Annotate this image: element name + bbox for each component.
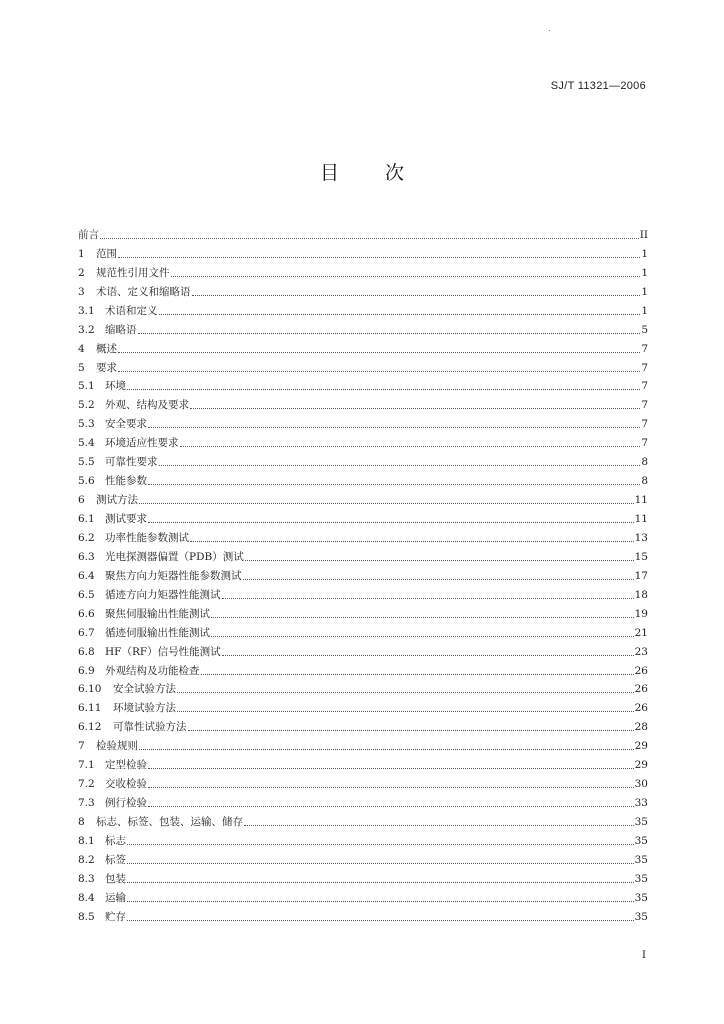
toc-entry-label: 性能参数 [105, 475, 147, 488]
title-char-2: 次 [385, 162, 405, 184]
toc-entry-number: 6.5 [78, 588, 95, 601]
toc-entry-page: 8 [641, 456, 648, 469]
toc-entry[interactable] [78, 640, 648, 659]
toc-entry[interactable] [78, 810, 648, 829]
toc-dot-leader [222, 654, 634, 656]
toc-entry-number: 7 [78, 740, 85, 753]
toc-entry-label: 检验规则 [96, 740, 138, 753]
toc-entry-page: 21 [634, 626, 648, 639]
toc-entry-page: 8 [641, 475, 648, 488]
toc-dot-leader [201, 673, 634, 675]
toc-dot-leader [139, 502, 634, 504]
toc-entry-label: 术语、定义和缩略语 [96, 285, 191, 298]
toc-entry-label: 安全要求 [105, 418, 147, 431]
toc-entry-page: 1 [641, 247, 648, 260]
toc-entry-number: 7.3 [78, 797, 95, 810]
toc-entry-label: 外观结构及功能检查 [105, 664, 200, 677]
toc-entry-label: 包装 [105, 872, 126, 885]
toc-entry[interactable] [78, 337, 648, 356]
toc-entry[interactable] [78, 375, 648, 394]
toc-entry[interactable] [78, 678, 648, 697]
toc-entry[interactable] [78, 223, 648, 242]
toc-entry-label: 测试方法 [96, 494, 138, 507]
toc-entry-number: 3.2 [78, 323, 95, 336]
toc-entry-label: 贮存 [105, 910, 126, 923]
toc-entry-label: 规范性引用文件 [96, 266, 170, 279]
toc-entry-page: 35 [634, 834, 648, 847]
toc-entry-number: 6.6 [78, 607, 95, 620]
toc-entry[interactable] [78, 412, 648, 431]
toc-dot-leader [177, 710, 634, 712]
toc-entry-number: 8.3 [78, 872, 95, 885]
toc-entry-page: 26 [634, 702, 648, 715]
toc-dot-leader [245, 559, 634, 561]
toc-dot-leader [148, 483, 640, 485]
toc-entry[interactable] [78, 431, 648, 450]
toc-entry[interactable] [78, 526, 648, 545]
toc-entry[interactable] [78, 261, 648, 280]
toc-entry-label: 标志 [105, 834, 126, 847]
toc-entry-label: 可靠性试验方法 [113, 721, 187, 734]
toc-entry-page: 5 [641, 323, 648, 336]
toc-entry[interactable] [78, 753, 648, 772]
toc-entry-label: 定型检验 [105, 759, 147, 772]
toc-entry-label: 聚焦方向力矩器性能参数测试 [105, 569, 242, 582]
toc-entry-label: 环境 [105, 380, 126, 393]
toc-entry-number: 4 [78, 342, 85, 355]
toc-entry-number: 6 [78, 494, 85, 507]
toc-entry-page: 35 [634, 853, 648, 866]
toc-entry-number: 5.1 [78, 380, 95, 393]
toc-entry-label: 要求 [96, 361, 117, 374]
toc-dot-leader [211, 616, 634, 618]
toc-dot-leader [222, 597, 634, 599]
page-title [0, 158, 724, 185]
toc-dot-leader [171, 275, 641, 277]
toc-entry[interactable] [78, 469, 648, 488]
toc-entry-number: 6.4 [78, 569, 95, 582]
toc-entry[interactable] [78, 659, 648, 678]
toc-dot-leader [148, 805, 634, 807]
toc-dot-leader [211, 635, 634, 637]
toc-dot-leader [180, 445, 641, 447]
toc-entry[interactable] [78, 602, 648, 621]
toc-entry-page: 29 [634, 740, 648, 753]
toc-entry[interactable] [78, 356, 648, 375]
toc-entry-number: 6.3 [78, 550, 95, 563]
document-code: SJ/T 11321—2006 [550, 80, 646, 92]
toc-dot-leader [127, 862, 634, 864]
toc-entry-page: 35 [634, 816, 648, 828]
toc-entry-page: 35 [634, 910, 648, 923]
toc-entry-number: 5.2 [78, 399, 95, 412]
toc-dot-leader [127, 900, 634, 902]
toc-entry-page: II [639, 228, 648, 241]
title-char-1: 目 [319, 162, 339, 184]
toc-entry[interactable] [78, 242, 648, 261]
toc-dot-leader [118, 351, 640, 353]
toc-dot-leader [177, 691, 634, 693]
toc-dot-leader [127, 881, 634, 883]
toc-entry-label: 例行检验 [105, 797, 147, 810]
toc-entry-label: 可靠性要求 [105, 456, 158, 469]
toc-entry-number: 7.1 [78, 759, 95, 772]
toc-entry[interactable] [78, 299, 648, 318]
toc-entry-label: 环境试验方法 [113, 702, 176, 715]
toc-dot-leader [118, 370, 640, 372]
toc-entry-page: 1 [641, 304, 648, 317]
toc-entry-number: 5 [78, 361, 85, 374]
toc-entry[interactable] [78, 886, 648, 905]
toc-entry-page: 33 [634, 797, 648, 810]
toc-entry-page: 30 [634, 778, 648, 791]
toc-entry[interactable] [78, 507, 648, 526]
toc-entry[interactable] [78, 488, 648, 507]
toc-dot-leader [190, 407, 640, 409]
toc-entry[interactable] [78, 564, 648, 583]
toc-entry-label: 标志、标签、包装、运输、储存 [96, 816, 243, 828]
toc-entry-page: 13 [634, 531, 648, 544]
toc-entry-number: 8.1 [78, 834, 95, 847]
toc-entry-page: 7 [641, 380, 648, 393]
toc-dot-leader [100, 237, 639, 239]
toc-entry-label: 范围 [96, 247, 117, 260]
toc-entry-label: 前言 [78, 228, 99, 241]
toc-entry-number: 6.2 [78, 531, 95, 544]
toc-entry-number: 7.2 [78, 778, 95, 791]
toc-entry[interactable] [78, 450, 648, 469]
toc-dot-leader [244, 824, 634, 826]
toc-dot-leader [159, 313, 641, 315]
toc-entry[interactable] [78, 829, 648, 848]
toc-dot-leader [118, 256, 640, 258]
toc-entry-label: 循迹方向力矩器性能测试 [105, 588, 221, 601]
toc-entry-page: 7 [641, 418, 648, 431]
toc-entry-label: 概述 [96, 342, 117, 355]
toc-entry-number: 6.10 [78, 683, 102, 696]
toc-dot-leader [138, 332, 641, 334]
toc-dot-leader [188, 729, 634, 731]
toc-dot-leader [192, 294, 641, 296]
toc-entry-label: 测试要求 [105, 513, 147, 525]
toc-dot-leader [148, 521, 634, 523]
scan-speck [549, 30, 550, 31]
toc-entry[interactable] [78, 715, 648, 734]
toc-entry[interactable] [78, 393, 648, 412]
toc-entry-page: 28 [634, 721, 648, 734]
toc-entry-page: 7 [641, 342, 648, 355]
toc-entry-label: 光电探测器偏置（PDB）测试 [105, 550, 244, 563]
toc-entry-label: 环境适应性要求 [105, 437, 179, 450]
toc-entry-label: 安全试验方法 [113, 683, 176, 696]
toc-entry[interactable] [78, 791, 648, 810]
toc-entry-page: 7 [641, 361, 648, 374]
toc-entry[interactable] [78, 734, 648, 753]
toc-entry-page: 19 [634, 607, 648, 620]
toc-entry-page: 26 [634, 664, 648, 677]
toc-entry-label: 标签 [105, 853, 126, 866]
toc-entry-number: 2 [78, 266, 85, 279]
toc-entry[interactable] [78, 867, 648, 886]
toc-entry-page: 7 [641, 399, 648, 412]
toc-entry-label: HF（RF）信号性能测试 [105, 645, 221, 658]
toc-entry-page: 11 [634, 494, 648, 507]
page-number: I [641, 949, 646, 961]
toc-dot-leader [127, 843, 634, 845]
toc-entry-page: 35 [634, 872, 648, 885]
toc-entry-number: 6.1 [78, 513, 95, 525]
toc-entry-page: 1 [641, 285, 648, 298]
toc-entry[interactable] [78, 583, 648, 602]
toc-dot-leader [148, 786, 634, 788]
toc-entry-label: 外观、结构及要求 [105, 399, 189, 412]
toc-entry[interactable] [78, 696, 648, 715]
toc-dot-leader [159, 464, 641, 466]
toc-entry[interactable] [78, 280, 648, 299]
toc-dot-leader [127, 388, 640, 390]
toc-entry-page: 1 [641, 266, 648, 279]
toc-entry[interactable] [78, 905, 648, 924]
toc-entry-page: 15 [634, 550, 648, 563]
toc-entry-number: 6.8 [78, 645, 95, 658]
toc-dot-leader [190, 540, 634, 542]
toc-entry-number: 5.5 [78, 456, 95, 469]
toc-entry[interactable] [78, 848, 648, 867]
toc-dot-leader [243, 578, 634, 580]
toc-entry-page: 23 [634, 645, 648, 658]
toc-entry-number: 8.2 [78, 853, 95, 866]
toc-entry-label: 交收检验 [105, 778, 147, 791]
toc-entry-label: 运输 [105, 891, 126, 904]
toc-dot-leader [148, 426, 640, 428]
toc-entry-number: 1 [78, 247, 85, 260]
toc-entry-label: 术语和定义 [105, 304, 158, 317]
toc-entry-number: 5.6 [78, 475, 95, 488]
toc-entry-page: 35 [634, 891, 648, 904]
toc-entry-number: 6.12 [78, 721, 102, 734]
toc-entry-label: 聚焦伺服输出性能测试 [105, 607, 210, 620]
table-of-contents [78, 223, 648, 924]
toc-entry-page: 29 [634, 759, 648, 772]
toc-entry-label: 功率性能参数测试 [105, 531, 189, 544]
toc-entry-number: 3 [78, 285, 85, 298]
toc-entry-page: 26 [634, 683, 648, 696]
toc-entry[interactable] [78, 545, 648, 564]
toc-entry-page: 18 [634, 588, 648, 601]
toc-dot-leader [148, 767, 634, 769]
toc-entry-number: 8 [78, 816, 85, 828]
toc-entry-number: 6.7 [78, 626, 95, 639]
toc-entry-label: 循迹伺服输出性能测试 [105, 626, 210, 639]
toc-entry-number: 5.3 [78, 418, 95, 431]
toc-entry[interactable] [78, 318, 648, 337]
toc-entry[interactable] [78, 621, 648, 640]
toc-entry-number: 8.5 [78, 910, 95, 923]
toc-entry-page: 11 [634, 513, 648, 525]
toc-entry-number: 5.4 [78, 437, 95, 450]
toc-entry-number: 6.11 [78, 702, 102, 715]
toc-entry-number: 3.1 [78, 304, 95, 317]
toc-dot-leader [127, 919, 634, 921]
toc-entry-number: 8.4 [78, 891, 95, 904]
toc-entry-number: 6.9 [78, 664, 95, 677]
toc-dot-leader [139, 748, 634, 750]
toc-entry-label: 缩略语 [105, 323, 137, 336]
toc-entry-page: 7 [641, 437, 648, 450]
toc-entry-page: 17 [634, 569, 648, 582]
toc-entry[interactable] [78, 772, 648, 791]
